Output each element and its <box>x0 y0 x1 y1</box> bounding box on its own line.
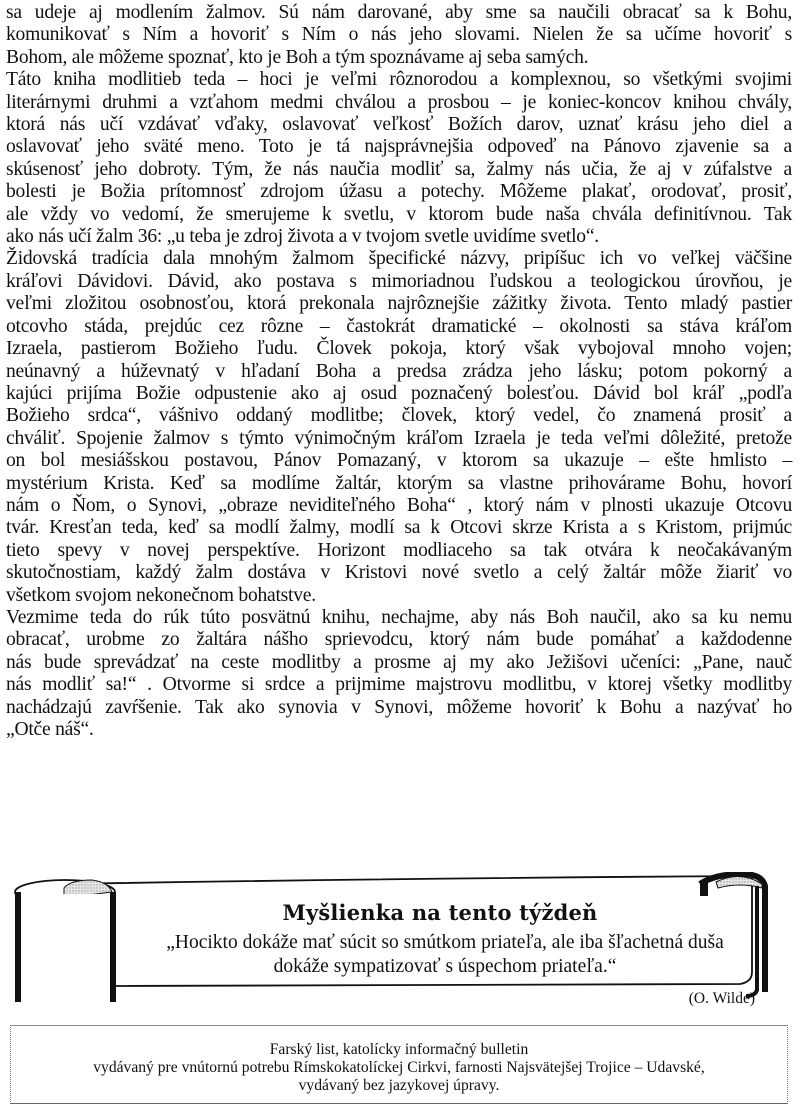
article-body <box>6 2 792 741</box>
footer-line: Farský list, katolícky informačný bulletin <box>269 1041 529 1058</box>
text-line: Židovská tradícia dala mnohým žalmom špecifické názvy, pripíšuc ich vo veľkej väčšine <box>6 248 792 270</box>
text-line: oslavovať jeho sväté meno. Toto je tá najsprávnejšia odpoveď na Pánovo zjavenie sa a <box>6 136 792 158</box>
text-line: Vezmime teda do rúk túto posvätnú knihu, nechajme, aby nás Boh naučil, ako sa ku nemu <box>6 606 792 628</box>
text-line: kajúci prijíma Božie odpustenie ako aj osud poznačený bolesťou. Dávid bol kráľ „podľa <box>6 382 792 404</box>
text-line: ktorá nás učí vzdávať vďaky, oslavovať veľkosť Božích darov, uznať krásu jeho diel a <box>6 114 792 136</box>
text-line: Bohom, ale môžeme spoznať, kto je Boh a tým spoznávame aj seba samých. <box>6 46 589 68</box>
text-line: nám o Ňom, o Synovi, „obraze neviditeľného Boha“ , ktorý nám v plnosti ukazuje Otcovu <box>6 494 792 516</box>
text-line: skúsenosť jeho dobroty. Tým, že nás naučia modliť sa, žalmy nás učia, že aj v zúfalstve a <box>6 158 792 180</box>
quote-line: „Hocikto dokáže mať súcit so smútkom priateľa, ale iba šľachetná duša <box>166 932 724 953</box>
text-line: on bol mesiášskou postavou, Pánov Pomazaný, v ktorom sa ukazuje – ešte hmlisto – <box>6 450 792 472</box>
text-line: ako nás učí žalm 36: „u teba je zdroj života a v tvojom svetle uvidíme svetlo“. <box>6 226 599 248</box>
text-line: chváliť. Spojenie žalmov s týmto výnimočným kráľom Izraela je teda veľmi dôležité, pretože <box>6 427 792 449</box>
text-line: neúnavný a húževnatý v hľadaní Boha a predsa zrádza jeho lásku; potom pokorný a <box>6 360 792 382</box>
text-line: tvár. Kresťan teda, keď sa modlí žalmy, modlí sa k Otcovi skrze Krista a s Kristom, prijmúc <box>6 517 792 539</box>
text-line: komunikovať s Ním a hovoriť s Ním o nás jeho slovami. Nielen že sa učíme hovoriť s <box>6 24 792 46</box>
text-line: kráľovi Dávidovi. Dávid, ako postava s mimoriadnou ľudskou a teologickou úrovňou, je <box>6 270 792 292</box>
text-line: Izraela, pastierom Božieho ľudu. Človek pokoja, ktorý však vybojoval mnoho vojen; <box>6 338 792 360</box>
text-line: veľmi zložitou osobnosťou, ktorá prekonala najrôznejšie zážitky života. Tento mladý pastier <box>6 293 792 315</box>
text-line: otcovho stáda, prejdúc cez rôzne – častokrát dramatické – okolnosti sa stáva kráľom <box>6 315 792 337</box>
text-line: tieto spevy v novej perspektíve. Horizont modliaceho sa tak otvára k neočakávaným <box>6 539 792 561</box>
text-line: nás modliť sa!“ . Otvorme si srdce a prijmime majstrovu modlitbu, v ktorej všetky modlitby <box>6 674 792 696</box>
quote-author: (O. Wilde) <box>688 990 755 1007</box>
text-line: nachádzajú zavŕšenie. Tak ako synovia v Synovi, môžeme hovoriť k Bohu a nazývať ho <box>6 696 792 718</box>
paragraph <box>6 2 792 69</box>
text-line: sa udeje aj modlením žalmov. Sú nám darované, aby sme sa naučili obracať sa k Bohu, <box>6 2 792 23</box>
text-line: obracať, urobme zo žaltára nášho sprievodcu, ktorý nám bude pomáhať a každodenne <box>6 629 792 651</box>
text-line: Božieho srdca“, vášnivo oddaný modlitbe; človek, ktorý vedel, čo znamená prosiť a <box>6 405 792 427</box>
footer-imprint <box>10 1025 788 1104</box>
text-line: nás bude sprevádzať na ceste modlitby a prosme aj my ako Ježišovi učeníci: „Pane, nauč <box>6 651 792 673</box>
text-line: ale vždy vo vedomí, že smerujeme k svetlu, v ktorom bude naša chvála definitívnou. Tak <box>6 203 792 225</box>
paragraph <box>6 248 792 607</box>
paragraph <box>6 607 792 741</box>
paragraph <box>6 69 792 248</box>
text-line: literárnymi druhmi a vzťahom medmi chválou a prosbou – je koniec-koncov knihou chvály, <box>6 91 792 113</box>
footer-line: vydávaný bez jazykovej úpravy. <box>298 1077 500 1094</box>
thought-quote <box>120 931 770 979</box>
text-line: bolesti je Božia prítomnosť zdrojom úžasu a potechy. Môžeme plakať, orodovať, prosiť, <box>6 181 792 203</box>
text-line: všetkom svojom nekonečnom bohatstve. <box>6 584 316 606</box>
footer-line: vydávaný pre vnútornú potrebu Rímskokatolíckej Cirkvi, farnosti Najsvätejšej Trojice – Udavské, <box>93 1059 705 1076</box>
text-line: skutočnostiam, každý žalm dostáva v Kristovi nové svetlo a celý žaltár môže žiariť vo <box>6 562 792 584</box>
thought-title: Myšlienka na tento týždeň <box>282 900 598 925</box>
text-line: „Otče náš“. <box>6 719 94 740</box>
quote-line: dokáže sympatizovať s úspechom priateľa.“ <box>273 956 617 977</box>
text-line: Táto kniha modlitieb teda – hoci je veľmi rôznorodou a komplexnou, so všetkými svojimi <box>6 69 792 91</box>
text-line: mystérium Krista. Keď sa modlíme žaltár, ktorým sa vlastne prihovárame Bohu, hovorí <box>6 472 792 494</box>
